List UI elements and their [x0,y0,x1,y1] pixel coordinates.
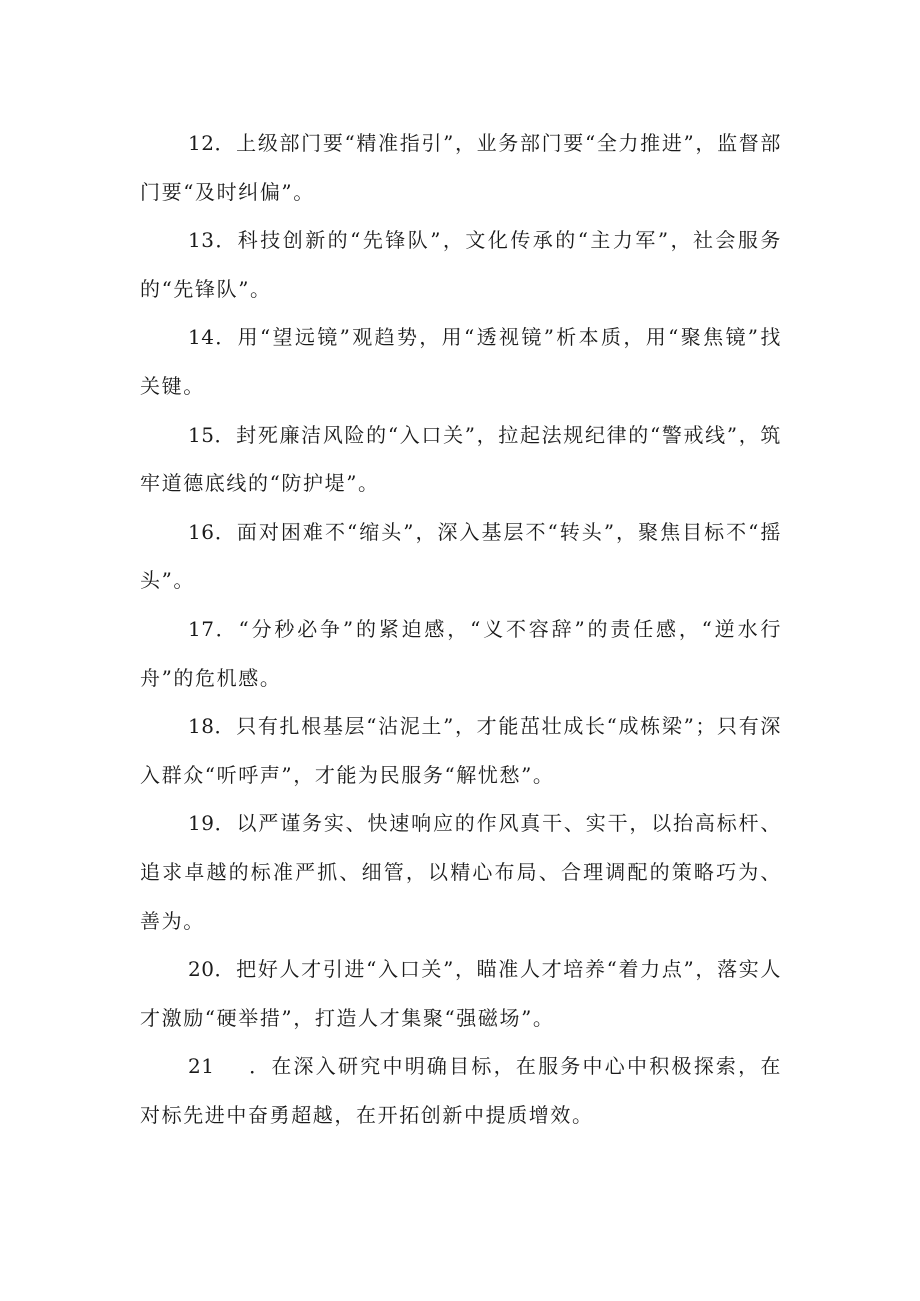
item-text: ．在深入研究中明确目标，在服务中心中积极探索，在对标先进中奋勇超越，在开拓创新中提质增效。 [140,1054,782,1127]
item-text: ．封死廉洁风险的“入口关”，拉起法规纪律的“警戒线”，筑牢道德底线的“防护堤”。 [140,422,782,496]
list-item [140,799,782,945]
item-number: 15 [188,422,215,447]
item-number: 19 [188,811,215,836]
item-text: ．“分秒必争”的紧迫感，“义不容辞”的责任感，“逆水行舟”的危机感。 [140,616,782,690]
item-number: 20 [188,957,215,982]
item-number: 21 [188,1054,215,1079]
item-text: ．科技创新的“先锋队”，文化传承的“主力军”，社会服务的“先锋队”。 [140,228,782,301]
item-number: 12 [188,131,215,155]
list-item [140,313,782,410]
list-item [140,119,782,216]
item-text: ．以严谨务实、快速响应的作风真干、实干，以抬高标杆、追求卓越的标准严抓、细管，以精心布局、合理调配的策略巧为、善为。 [140,811,782,933]
item-number: 16 [188,519,215,544]
item-number: 17 [188,616,215,641]
item-text: ．用“望远镜”观趋势，用“透视镜”析本质，用“聚焦镜”找关键。 [140,325,782,398]
item-text: ．面对困难不“缩头”，深入基层不“转头”，聚焦目标不“摇头”。 [140,519,782,593]
item-number: 14 [188,325,215,350]
list-item [140,1042,782,1139]
item-text: ．把好人才引进“入口关”，瞄准人才培养“着力点”，落实人才激励“硬举措”，打造人才集聚“强磁场”。 [140,957,782,1030]
list-item [140,702,782,799]
document-body [140,119,782,1139]
item-number: 18 [188,714,215,739]
list-item [140,216,782,313]
item-text: ．只有扎根基层“沾泥土”，才能茁壮成长“成栋梁”；只有深入群众“听呼声”，才能为民服务“解忧愁”。 [140,714,782,787]
item-number: 13 [188,228,215,253]
item-text: ．上级部门要“精准指引”，业务部门要“全力推进”，监督部门要“及时纠偏”。 [140,131,782,204]
list-item [140,508,782,605]
list-item [140,411,782,508]
list-item [140,605,782,702]
list-item [140,945,782,1042]
